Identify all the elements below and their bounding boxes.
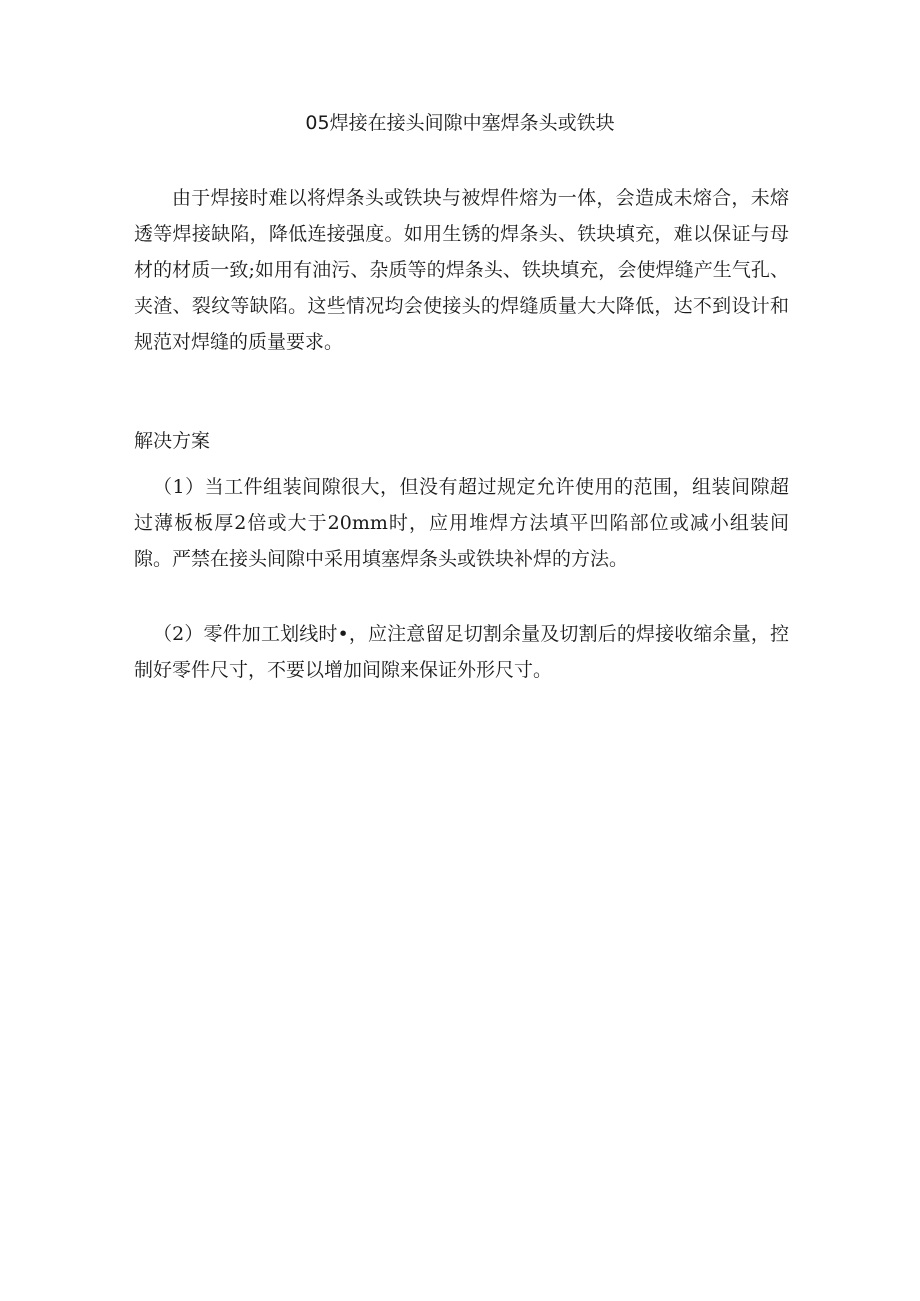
solution-item-1: （1）当工件组装间隙很大，但没有超过规定允许使用的范围，组装间隙超过薄板板厚2倍或大于20mm时，应用堆焊方法填平凹陷部位或减小组装间隙。严禁在接头间隙中采用填塞焊条头或铁块补焊的方法。 [134, 476, 789, 570]
solution-heading: 解决方案 [134, 430, 211, 452]
solution-item-2: （2）零件加工划线时•，应注意留足切割余量及切割后的焊接收缩余量，控制好零件尺寸，不要以增加间隙来保证外形尺寸。 [134, 623, 789, 681]
document-title: 05焊接在接头间隙中塞焊条头或铁块 [305, 112, 615, 134]
intro-paragraph: 由于焊接时难以将焊条头或铁块与被焊件熔为一体，会造成未熔合，未熔透等焊接缺陷，降低连接强度。如用生锈的焊条头、铁块填充，难以保证与母材的材质一致;如用有油污、杂质等的焊条头、铁块填充，会使焊缝产生气孔、夹渣、裂纹等缺陷。这些情况均会使接头的焊缝质量大大降低，达不到设计和规范对焊缝的质量要求。 [134, 187, 789, 353]
